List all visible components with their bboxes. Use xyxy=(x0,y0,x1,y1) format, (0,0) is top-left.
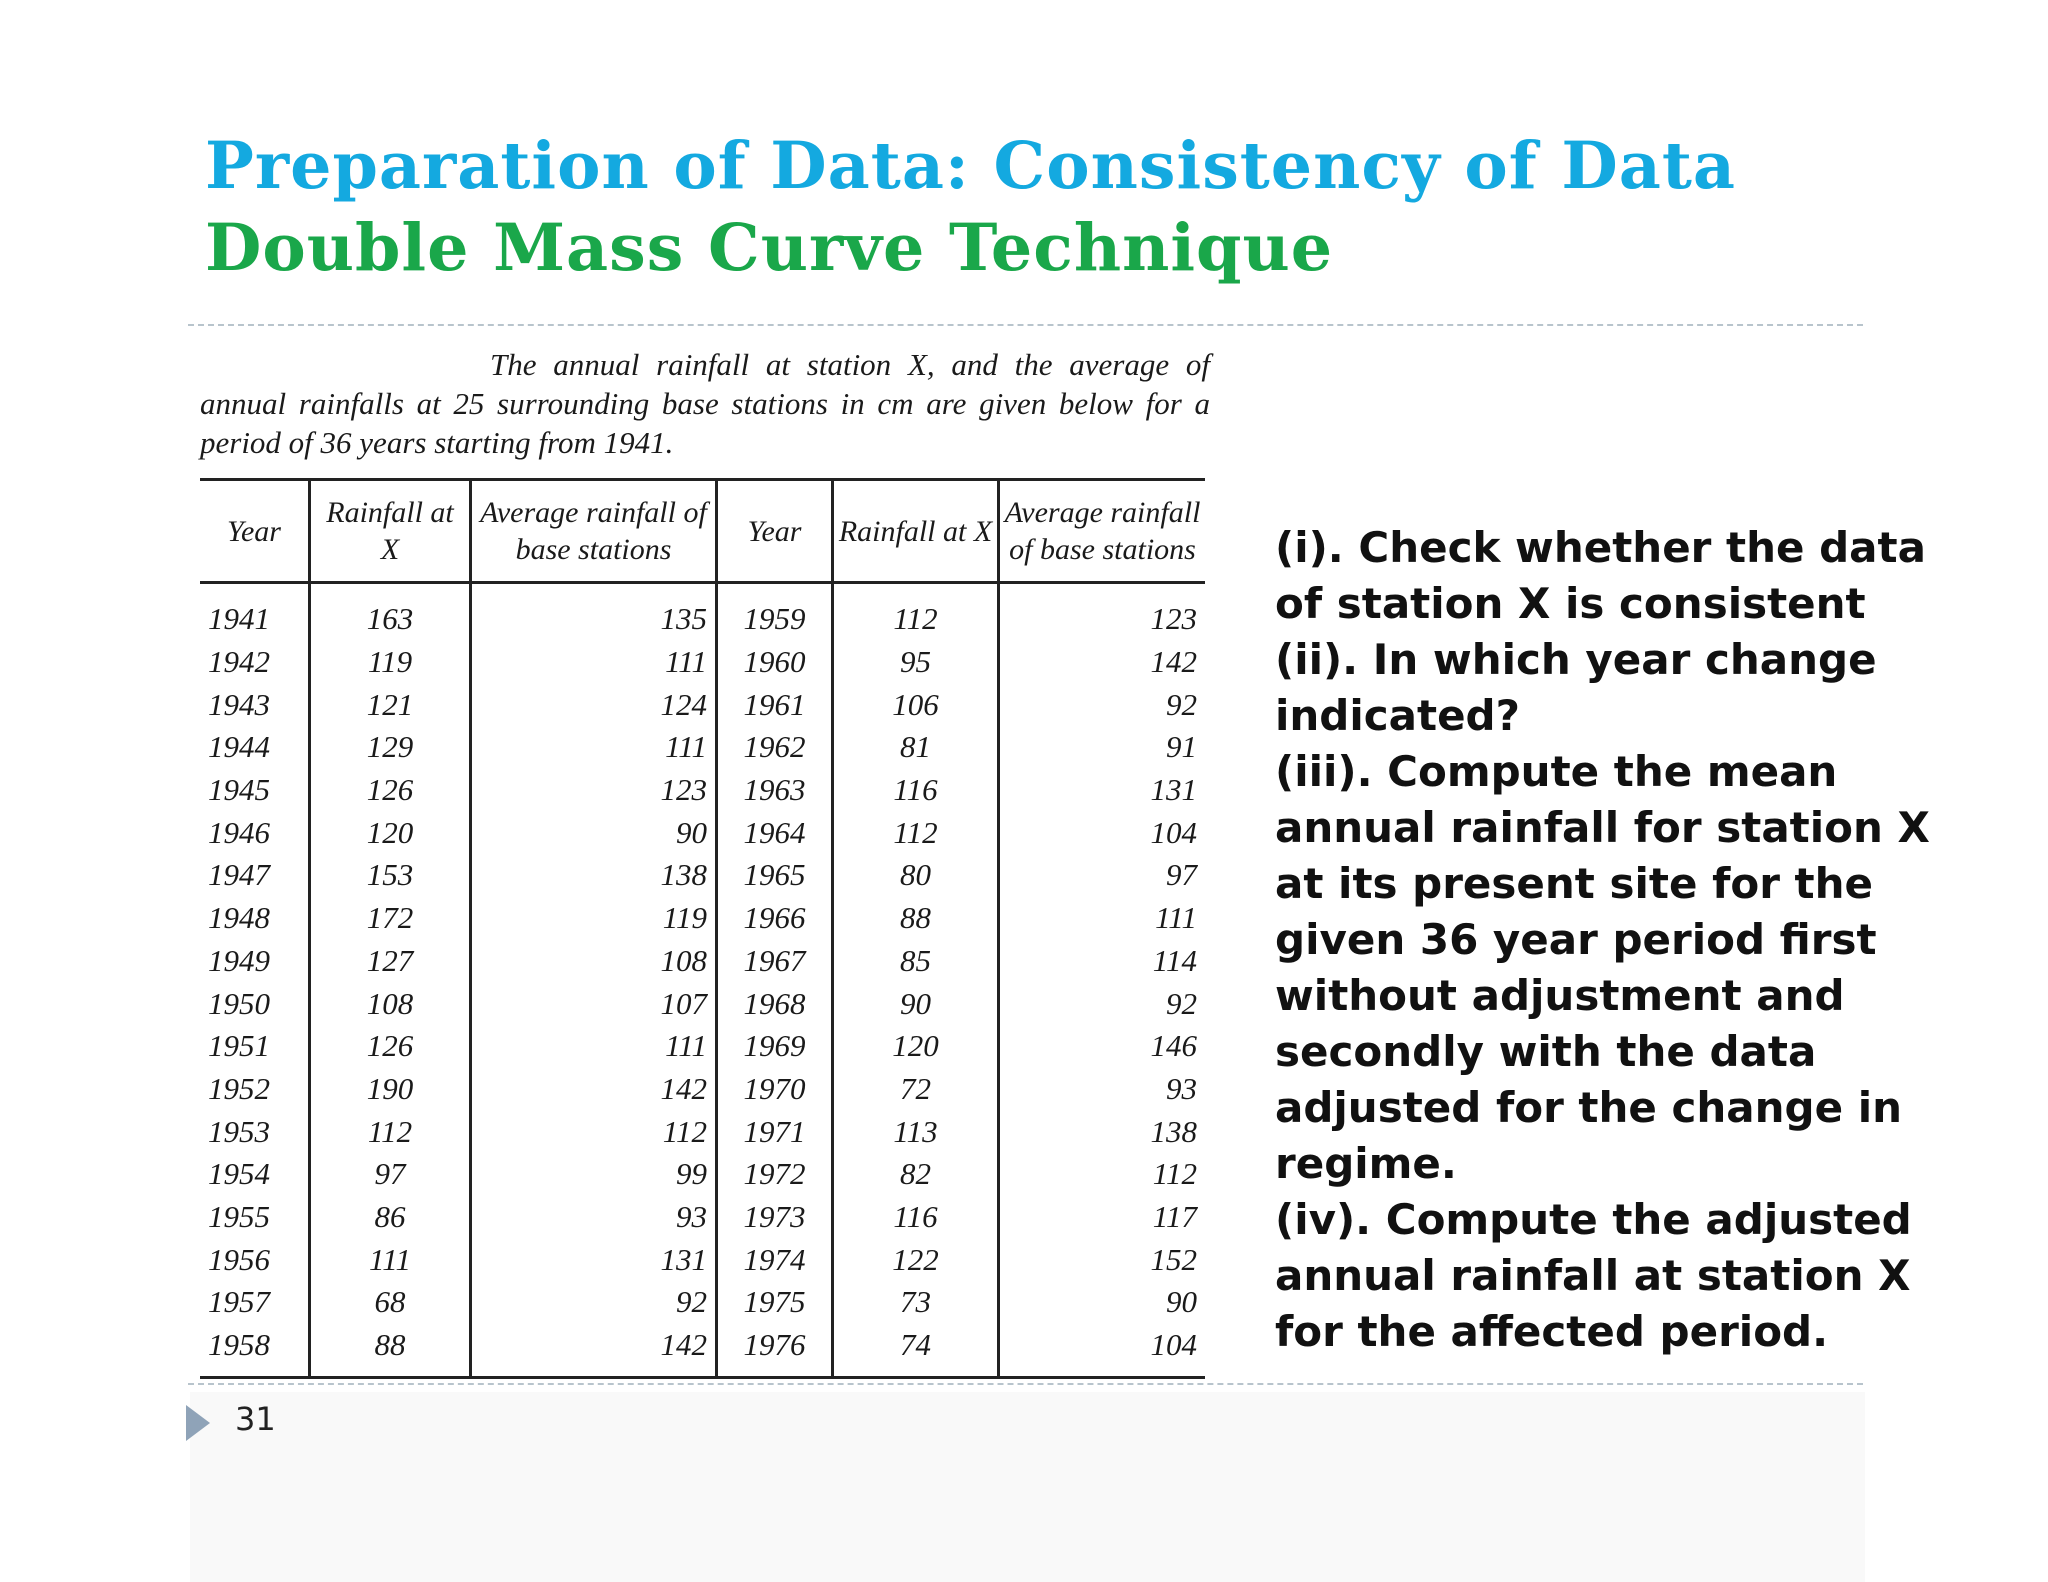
slide-subtitle: Double Mass Curve Technique xyxy=(205,210,1334,286)
year-cell: 1945 xyxy=(208,772,270,808)
rainfall-x-cell: 112 xyxy=(833,583,999,641)
question-1: (i). Check whether the data of station X is consistent xyxy=(1275,523,1926,628)
year-cell: 1960 xyxy=(717,641,833,684)
rainfall-x-cell: 113 xyxy=(833,1110,999,1153)
year-cell: 1941 xyxy=(208,601,270,637)
average-rainfall-cell: 99 xyxy=(471,1153,717,1196)
average-rainfall-cell: 142 xyxy=(471,1324,717,1378)
average-rainfall-cell: 146 xyxy=(999,1025,1206,1068)
rainfall-x-cell: 116 xyxy=(833,769,999,812)
average-rainfall-cell: 131 xyxy=(471,1238,717,1281)
average-rainfall-cell: 135 xyxy=(471,583,717,641)
rainfall-x-cell: 86 xyxy=(310,1196,471,1239)
year-cell: 1967 xyxy=(717,940,833,983)
rainfall-x-cell: 74 xyxy=(833,1324,999,1378)
year-cell: 1961 xyxy=(717,683,833,726)
rainfall-x-cell: 122 xyxy=(833,1238,999,1281)
average-rainfall-cell: 112 xyxy=(999,1153,1206,1196)
year-cell: 1954 xyxy=(208,1156,270,1192)
average-rainfall-cell: 119 xyxy=(471,897,717,940)
average-rainfall-cell: 93 xyxy=(999,1068,1206,1111)
rainfall-x-cell: 81 xyxy=(833,726,999,769)
average-rainfall-cell: 93 xyxy=(471,1196,717,1239)
average-rainfall-cell: 117 xyxy=(999,1196,1206,1239)
year-cell: 1971 xyxy=(717,1110,833,1153)
average-rainfall-cell: 123 xyxy=(471,769,717,812)
year-cell: 1946 xyxy=(208,814,270,850)
rainfall-x-cell: 72 xyxy=(833,1068,999,1111)
year-cell: 1956 xyxy=(208,1241,270,1277)
year-cell: 1974 xyxy=(717,1238,833,1281)
bottom-divider xyxy=(188,1383,1863,1385)
average-rainfall-cell: 142 xyxy=(999,641,1206,684)
rainfall-x-cell: 129 xyxy=(310,726,471,769)
rainfall-x-cell: 172 xyxy=(310,897,471,940)
year-cell: 1970 xyxy=(717,1068,833,1111)
average-rainfall-cell: 91 xyxy=(999,726,1206,769)
year-cell: 1955 xyxy=(208,1198,270,1234)
rainfall-x-cell: 153 xyxy=(310,854,471,897)
table-row xyxy=(200,726,1205,769)
table-row xyxy=(200,940,1205,983)
rainfall-x-cell: 116 xyxy=(833,1196,999,1239)
slide-title: Preparation of Data: Consistency of Data xyxy=(205,128,1736,204)
table-row xyxy=(200,583,1205,641)
average-rainfall-cell: 107 xyxy=(471,982,717,1025)
year-cell: 1948 xyxy=(208,900,270,936)
rainfall-x-cell: 126 xyxy=(310,769,471,812)
rainfall-table xyxy=(200,478,1205,1379)
rainfall-x-cell: 73 xyxy=(833,1281,999,1324)
header-rainfall-x: Rainfall at X xyxy=(310,480,471,583)
table-row xyxy=(200,854,1205,897)
average-rainfall-cell: 92 xyxy=(471,1281,717,1324)
average-rainfall-cell: 138 xyxy=(999,1110,1206,1153)
header-average-rainfall-2: Average rainfall of base stations xyxy=(999,480,1206,583)
rainfall-x-cell: 127 xyxy=(310,940,471,983)
question-2: (ii). In which year change indicated? xyxy=(1275,635,1877,740)
rainfall-x-cell: 90 xyxy=(833,982,999,1025)
header-year: Year xyxy=(200,480,310,583)
year-cell: 1972 xyxy=(717,1153,833,1196)
header-average-rainfall: Average rainfall of base stations xyxy=(471,480,717,583)
average-rainfall-cell: 114 xyxy=(999,940,1206,983)
rainfall-x-cell: 120 xyxy=(833,1025,999,1068)
rainfall-x-cell: 82 xyxy=(833,1153,999,1196)
year-cell: 1953 xyxy=(208,1113,270,1149)
rainfall-x-cell: 190 xyxy=(310,1068,471,1111)
average-rainfall-cell: 108 xyxy=(471,940,717,983)
year-cell: 1952 xyxy=(208,1070,270,1106)
page-number: 31 xyxy=(235,1400,276,1438)
top-divider xyxy=(188,324,1863,326)
average-rainfall-cell: 111 xyxy=(471,1025,717,1068)
rainfall-x-cell: 119 xyxy=(310,641,471,684)
rainfall-x-cell: 88 xyxy=(833,897,999,940)
average-rainfall-cell: 111 xyxy=(471,726,717,769)
average-rainfall-cell: 104 xyxy=(999,1324,1206,1378)
table-row xyxy=(200,769,1205,812)
year-cell: 1947 xyxy=(208,857,270,893)
average-rainfall-cell: 123 xyxy=(999,583,1206,641)
rainfall-x-cell: 111 xyxy=(310,1238,471,1281)
year-cell: 1957 xyxy=(208,1284,270,1320)
year-cell: 1963 xyxy=(717,769,833,812)
average-rainfall-cell: 90 xyxy=(471,811,717,854)
questions-block xyxy=(1275,520,1935,1360)
question-4: (iv). Compute the adjusted annual rainfall at station X for the affected period. xyxy=(1275,1195,1912,1356)
table-row xyxy=(200,641,1205,684)
rainfall-x-cell: 97 xyxy=(310,1153,471,1196)
header-year-2: Year xyxy=(717,480,833,583)
year-cell: 1976 xyxy=(717,1324,833,1378)
year-cell: 1949 xyxy=(208,942,270,978)
table-row xyxy=(200,1281,1205,1324)
average-rainfall-cell: 131 xyxy=(999,769,1206,812)
year-cell: 1944 xyxy=(208,729,270,765)
rainfall-x-cell: 85 xyxy=(833,940,999,983)
year-cell: 1964 xyxy=(717,811,833,854)
year-cell: 1962 xyxy=(717,726,833,769)
average-rainfall-cell: 111 xyxy=(471,641,717,684)
average-rainfall-cell: 111 xyxy=(999,897,1206,940)
year-cell: 1958 xyxy=(200,1324,310,1378)
table-header-row xyxy=(200,480,1205,583)
rainfall-x-cell: 106 xyxy=(833,683,999,726)
table-row xyxy=(200,1110,1205,1153)
table-row xyxy=(200,811,1205,854)
year-cell: 1973 xyxy=(717,1196,833,1239)
rainfall-x-cell: 88 xyxy=(310,1324,471,1378)
year-cell: 1959 xyxy=(717,583,833,641)
year-cell: 1975 xyxy=(717,1281,833,1324)
year-cell: 1950 xyxy=(208,985,270,1021)
table-row xyxy=(200,1025,1205,1068)
average-rainfall-cell: 124 xyxy=(471,683,717,726)
intro-paragraph: The annual rainfall at station X, and the average of annual rainfalls at 25 surrounding base stations in cm are given below for a period of 36 years starting from 1941. xyxy=(200,347,1210,460)
average-rainfall-cell: 152 xyxy=(999,1238,1206,1281)
table-row xyxy=(200,982,1205,1025)
table-row xyxy=(200,1324,1205,1378)
average-rainfall-cell: 90 xyxy=(999,1281,1206,1324)
year-cell: 1965 xyxy=(717,854,833,897)
table-row xyxy=(200,897,1205,940)
table-row xyxy=(200,1068,1205,1111)
rainfall-x-cell: 112 xyxy=(833,811,999,854)
average-rainfall-cell: 104 xyxy=(999,811,1206,854)
year-cell: 1942 xyxy=(208,644,270,680)
rainfall-x-cell: 121 xyxy=(310,683,471,726)
year-cell: 1966 xyxy=(717,897,833,940)
year-cell: 1968 xyxy=(717,982,833,1025)
table-row xyxy=(200,1238,1205,1281)
average-rainfall-cell: 92 xyxy=(999,982,1206,1025)
year-cell: 1969 xyxy=(717,1025,833,1068)
header-rainfall-x-2: Rainfall at X xyxy=(833,480,999,583)
year-cell: 1951 xyxy=(208,1028,270,1064)
year-cell: 1943 xyxy=(208,686,270,722)
rainfall-x-cell: 163 xyxy=(310,583,471,641)
table-row xyxy=(200,1196,1205,1239)
rainfall-x-cell: 120 xyxy=(310,811,471,854)
question-3: (iii). Compute the mean annual rainfall for station X at its present site for the given 36 year period first without adjustment and secondly with the data adjusted for the change in regime. xyxy=(1275,747,1930,1188)
average-rainfall-cell: 112 xyxy=(471,1110,717,1153)
table-row xyxy=(200,1153,1205,1196)
rainfall-x-cell: 80 xyxy=(833,854,999,897)
rainfall-x-cell: 95 xyxy=(833,641,999,684)
average-rainfall-cell: 142 xyxy=(471,1068,717,1111)
rainfall-x-cell: 68 xyxy=(310,1281,471,1324)
rainfall-x-cell: 126 xyxy=(310,1025,471,1068)
average-rainfall-cell: 97 xyxy=(999,854,1206,897)
rainfall-x-cell: 112 xyxy=(310,1110,471,1153)
table-body xyxy=(200,583,1205,1378)
rainfall-x-cell: 108 xyxy=(310,982,471,1025)
table-row xyxy=(200,683,1205,726)
average-rainfall-cell: 92 xyxy=(999,683,1206,726)
average-rainfall-cell: 138 xyxy=(471,854,717,897)
page-arrow-icon xyxy=(186,1405,210,1441)
footer-shade xyxy=(190,1392,1865,1582)
